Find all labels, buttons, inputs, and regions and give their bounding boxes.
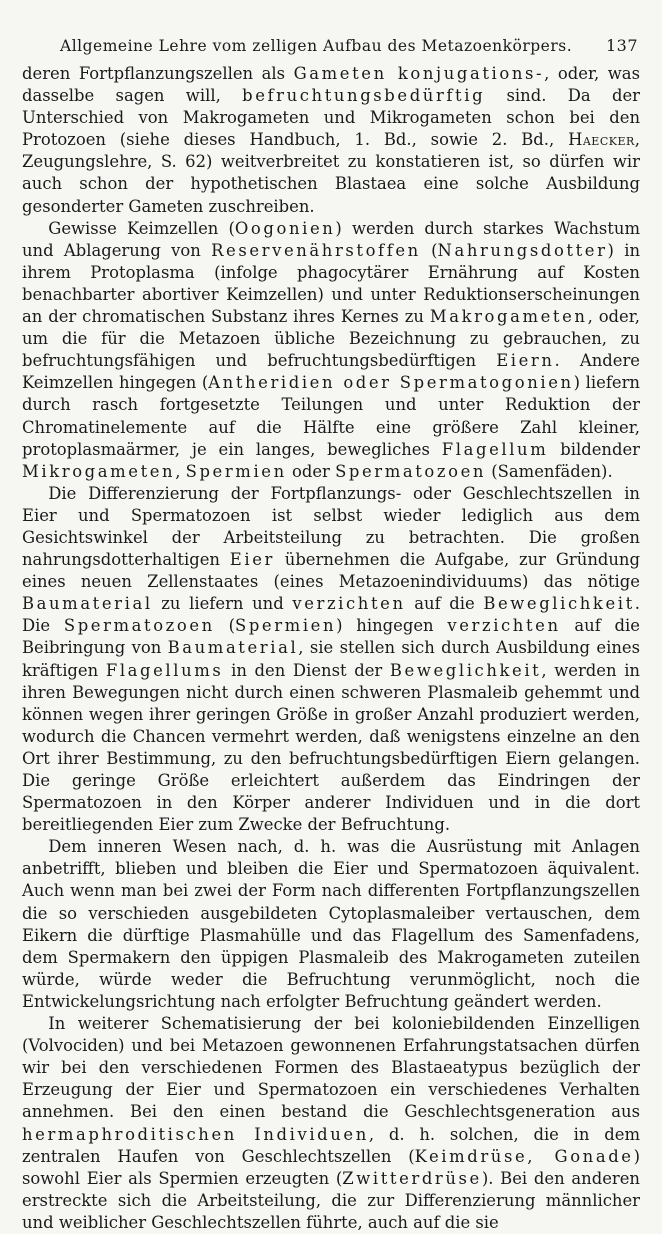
paragraph: [22, 63, 640, 218]
text-run: Dem inneren Wesen nach, d. h. was die Ausrüstung mit Anlagen anbetrifft, blieben und bleiben die Eier und Spermatozoen äquivalent. Auch wenn man bei zwei der Form nach differenten Fortpflanzungszellen die so verschieden ausgebildeten Cytoplasmaleiber vertauschen, dem Eikern die dürftige Plasmahülle und das Flagellum des Samenfadens, dem Spermakern den üppigen Plasmaleib des Makrogameten zuteilen würde, würde weder die Befruchtung verunmöglicht, noch die Entwickelungsrichtung nach erfolgter Befruchtung geändert werden.: [22, 837, 640, 1011]
spaced-term: Keimdrüse, Gonade: [414, 1146, 634, 1166]
text-run: deren Fortpflanzungszellen als: [22, 64, 294, 83]
text-run: In weiterer Schematisierung der bei koloniebildenden Einzelligen (Volvociden) und bei Metazoen gewonnenen Erfahrungstatsachen dürfen wir bei den verschiedenen Formen des Blastaeatypus bezüglich der Erzeugung der Eier und Spermatozoen ein verschiedenes Verhalten annehmen. Bei den einen bestand die Geschlechtsgeneration aus: [22, 1014, 640, 1122]
text-run: , Zeugungslehre, S. 62) weitverbreitet zu konstatieren ist, so dürfen wir auch schon der hypothetischen Blastaea eine solche Ausbildung gesonderter Gameten zuschreiben.: [22, 130, 640, 216]
text-run: auf die: [405, 594, 484, 614]
running-head-title: Allgemeine Lehre vom zelligen Aufbau des Metazoenkörpers.: [60, 37, 573, 55]
text-run: ). Bei den anderen erstreckte sich die Arbeitsteilung, die zur Differenzierung männlicher und weiblicher Geschlechtszellen führte, auch auf die sie: [22, 1168, 640, 1232]
spaced-term: Spermien: [185, 461, 287, 481]
spaced-term: Spermatozoen: [63, 616, 215, 636]
page-number: 137: [605, 36, 638, 55]
spaced-term: Beweglichkeit: [483, 594, 635, 614]
spaced-term: Eier: [229, 550, 275, 570]
text-run: , oder, was dasselbe sagen will,: [22, 64, 640, 106]
spaced-term: hermaphroditischen Individuen: [22, 1124, 369, 1144]
running-head: [60, 36, 638, 55]
spaced-term: Oogonien: [234, 218, 336, 238]
spaced-term: Flagellum: [441, 439, 549, 459]
text-run: übernehmen die Aufgabe, zur Gründung eines neuen Zellenstaates (eines Metazoenindividuums) das nötige: [22, 550, 640, 592]
text-run: , oder, um die für die Metazoen übliche Bezeichnung zu gebrauchen, zu befruchtungsfähigen und befruchtungsbedürftigen: [22, 307, 640, 371]
spaced-term: Makrogameten: [429, 307, 588, 327]
spaced-term: Flagellums: [105, 660, 224, 680]
paragraph: [22, 836, 640, 1013]
text-run: ) werden durch starkes Wachstum und Ablagerung von: [22, 218, 640, 260]
text-run: . Die: [22, 594, 640, 636]
spaced-term: Nahrungsdotter: [437, 240, 608, 260]
spaced-term: Gameten konjugations-: [293, 64, 545, 83]
text-run: in den Dienst der: [223, 660, 390, 680]
text-run: ) in ihrem Protoplasma (infolge phagocytärer Ernährung auf Kosten benachbarter abortiver Keimzellen) und unter Reduktionserscheinungen an der chromatischen Substanz ihres Kernes zu: [22, 240, 641, 327]
author-name: Haecker: [568, 130, 635, 150]
text-run: Die Differenzierung der Fortpflanzungs- oder Geschlechtszellen in Eier und Spermatozoen ist selbst wieder lediglich aus dem Gesichtswinkel der Arbeitsteilung zu betrachten. Die großen nahrungsdotterhaltigen: [22, 483, 640, 570]
text-run: ,: [175, 461, 186, 481]
text-run: bildender: [548, 439, 640, 459]
paragraph: [22, 218, 640, 483]
text-run: (Samenfäden).: [486, 461, 613, 481]
text-run: (: [214, 616, 236, 636]
text-run: Gewisse Keimzellen (: [48, 218, 235, 238]
spaced-term: Spermatozoen: [335, 461, 487, 481]
text-run: zu liefern und: [152, 594, 293, 614]
text-run: ) sowohl Eier als Spermien erzeugten (: [22, 1146, 640, 1188]
spaced-term: Baumaterial: [167, 638, 299, 658]
text-run: , werden in ihren Bewegungen nicht durch einen schweren Plasmaleib gehemmt und können wegen ihrer geringen Größe in großer Anzahl produziert werden, wodurch die Chancen vermehrt werden, daß wenigstens einzelne an den Ort ihrer Bestimmung, zu den befruchtungsbedürftigen Eiern gelangen. Die geringe Größe erleichtert außerdem das Eindringen der Spermatozoen in den Körper anderer Individuen und in die dort bereitliegenden Eier zum Zwecke der Befruchtung.: [22, 660, 640, 835]
text-run: . Andere Keimzellen hingegen (: [22, 351, 640, 393]
text-run: ) hingegen: [336, 616, 448, 636]
text-run: , d. h. solchen, die in dem zentralen Haufen von Geschlechtszellen (: [22, 1124, 640, 1166]
text-run: oder: [286, 461, 336, 481]
spaced-term: Spermien: [235, 616, 337, 636]
paragraph: [22, 483, 640, 837]
spaced-term: Antheridien oder Spermatogonien: [208, 373, 574, 393]
spaced-term: Beweglichkeit: [389, 660, 542, 680]
text-run: , sie stellen sich durch Ausbildung eines kräftigen: [22, 638, 640, 680]
body-text: [22, 63, 640, 1234]
text-run: (: [420, 240, 438, 260]
paragraph: [22, 1013, 640, 1234]
spaced-term: befruchtungsbedürftig: [242, 86, 486, 106]
spaced-term: Mikrogameten: [22, 461, 176, 481]
spaced-term: Reservenährstoffen: [211, 240, 421, 260]
spaced-term: verzichten: [447, 616, 561, 636]
text-run: auf die Beibringung von: [22, 616, 640, 658]
text-run: ) liefern durch rasch fortgesetzte Teilungen und unter Reduktion der Chromatinelemente auf die Hälfte eine größere Zahl kleiner, protoplasmaärmer, je ein langes, bewegliches: [22, 373, 640, 459]
spaced-term: Eiern: [496, 351, 555, 371]
spaced-term: Zwitterdrüse: [342, 1168, 482, 1188]
spaced-term: Baumaterial: [22, 594, 153, 614]
spaced-term: verzichten: [292, 594, 406, 614]
text-run: sind. Da der Unterschied von Makrogameten und Mikrogameten schon bei den Protozoen (siehe dieses Handbuch, 1. Bd., sowie 2. Bd.,: [22, 86, 641, 150]
